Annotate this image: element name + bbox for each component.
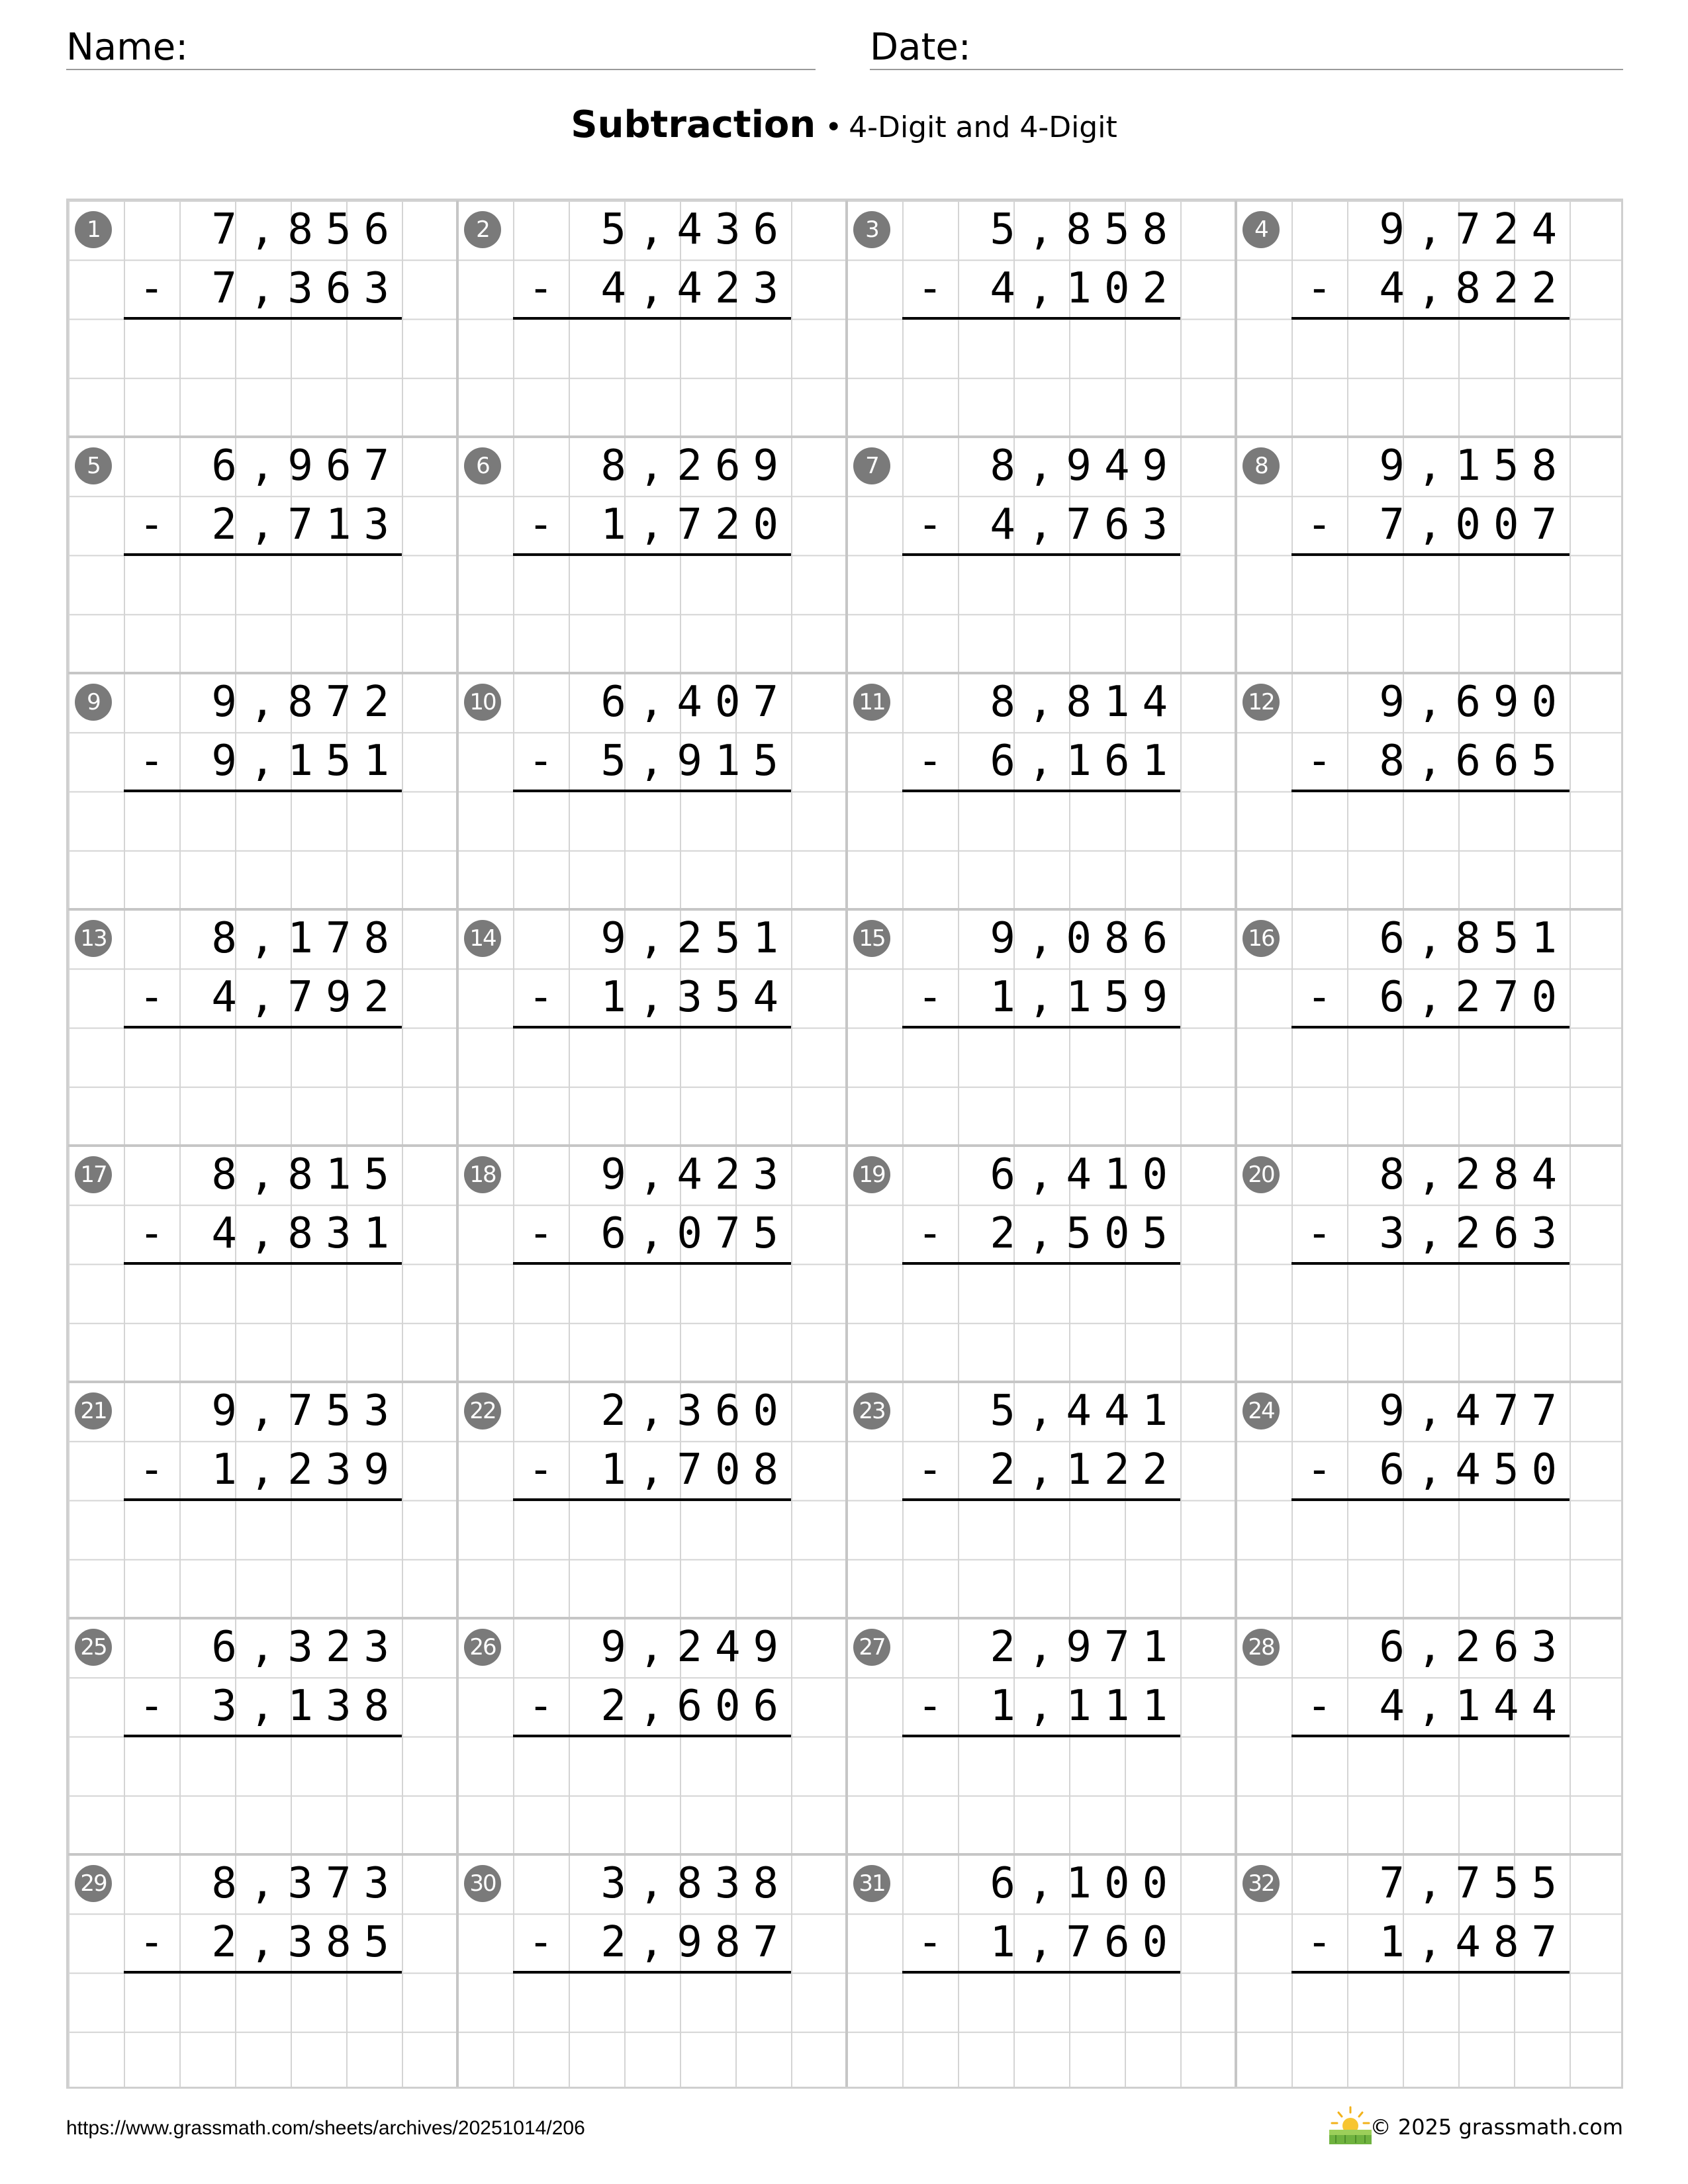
footer-copyright: © 2025 grassmath.com [1370, 2115, 1623, 2140]
problem-number-badge: 29 [75, 1865, 112, 1902]
minus-sign: - [1306, 500, 1333, 549]
problem-number-badge: 13 [75, 920, 112, 957]
answer-area[interactable] [902, 320, 1180, 432]
problem-number-badge: 18 [464, 1156, 501, 1193]
problem-7 [847, 437, 1236, 673]
subtrahend: 1,354 [600, 973, 791, 1022]
subtrahend: 4,102 [990, 264, 1180, 313]
subtrahend: 1,708 [600, 1445, 791, 1494]
problem-24 [1236, 1382, 1625, 1618]
answer-area[interactable] [1291, 556, 1570, 668]
problem-number-badge: 11 [853, 684, 890, 721]
problem-number-badge: 5 [75, 447, 112, 484]
subtrahend: 6,270 [1379, 973, 1570, 1022]
answer-area[interactable] [124, 320, 402, 432]
answer-area[interactable] [124, 1737, 402, 1850]
minuend: 5,858 [990, 205, 1180, 254]
problem-number-badge: 28 [1243, 1629, 1280, 1666]
subtrahend: 8,665 [1379, 737, 1570, 786]
subtrahend: 2,713 [211, 500, 402, 549]
minuend: 6,323 [211, 1623, 402, 1672]
answer-area[interactable] [513, 1501, 791, 1614]
problem-22 [457, 1382, 847, 1618]
problem-number-badge: 30 [464, 1865, 501, 1902]
minuend: 8,814 [990, 678, 1180, 727]
minuend: 9,086 [990, 914, 1180, 963]
problem-12 [1236, 673, 1625, 909]
minus-sign: - [1306, 264, 1333, 313]
minus-sign: - [917, 264, 943, 313]
subtrahend: 4,144 [1379, 1682, 1570, 1731]
minuend: 8,815 [211, 1150, 402, 1199]
answer-area[interactable] [1291, 1028, 1570, 1141]
minus-sign: - [528, 500, 554, 549]
minuend: 6,967 [211, 441, 402, 490]
minuend: 5,436 [600, 205, 791, 254]
name-label: Name: [66, 26, 189, 69]
minus-sign: - [528, 1445, 554, 1494]
answer-area[interactable] [124, 556, 402, 668]
problem-10 [457, 673, 847, 909]
answer-area[interactable] [902, 792, 1180, 905]
problem-13 [68, 909, 457, 1146]
minuend: 9,477 [1379, 1387, 1570, 1435]
minus-sign: - [138, 1682, 165, 1731]
minus-sign: - [528, 737, 554, 786]
minus-sign: - [917, 1918, 943, 1967]
answer-area[interactable] [1291, 1737, 1570, 1850]
answer-area[interactable] [513, 1028, 791, 1141]
answer-area[interactable] [124, 792, 402, 905]
minuend: 6,263 [1379, 1623, 1570, 1672]
problem-11 [847, 673, 1236, 909]
problem-grid [66, 199, 1623, 2089]
problem-number-badge: 20 [1243, 1156, 1280, 1193]
minus-sign: - [1306, 1445, 1333, 1494]
subtrahend: 9,151 [211, 737, 402, 786]
answer-area[interactable] [1291, 792, 1570, 905]
problem-3 [847, 201, 1236, 437]
problem-21 [68, 1382, 457, 1618]
subtrahend: 2,606 [600, 1682, 791, 1731]
problem-number-badge: 21 [75, 1392, 112, 1430]
answer-area[interactable] [124, 1265, 402, 1377]
minuend: 8,949 [990, 441, 1180, 490]
problem-number-badge: 17 [75, 1156, 112, 1193]
minus-sign: - [528, 973, 554, 1022]
worksheet-title [0, 103, 1688, 146]
answer-area[interactable] [124, 1974, 402, 2086]
problem-32 [1236, 1854, 1625, 2091]
subtrahend: 7,363 [211, 264, 402, 313]
subtrahend: 6,161 [990, 737, 1180, 786]
problem-20 [1236, 1146, 1625, 1382]
subtrahend: 2,122 [990, 1445, 1180, 1494]
minus-sign: - [917, 1209, 943, 1258]
subtrahend: 1,111 [990, 1682, 1180, 1731]
minus-sign: - [528, 264, 554, 313]
minus-sign: - [528, 1918, 554, 1967]
minus-sign: - [138, 737, 165, 786]
problem-8 [1236, 437, 1625, 673]
problem-18 [457, 1146, 847, 1382]
problem-14 [457, 909, 847, 1146]
minus-sign: - [138, 1918, 165, 1967]
minuend: 2,971 [990, 1623, 1180, 1672]
minuend: 6,407 [600, 678, 791, 727]
minus-sign: - [917, 1682, 943, 1731]
problem-27 [847, 1618, 1236, 1854]
answer-area[interactable] [513, 792, 791, 905]
problem-number-badge: 24 [1243, 1392, 1280, 1430]
subtrahend: 6,075 [600, 1209, 791, 1258]
minus-sign: - [138, 264, 165, 313]
problem-number-badge: 2 [464, 211, 501, 248]
minuend: 9,872 [211, 678, 402, 727]
problem-number-badge: 4 [1243, 211, 1280, 248]
footer-url: https://www.grassmath.com/sheets/archives/20251014/206 [66, 2117, 585, 2139]
problem-17 [68, 1146, 457, 1382]
grass-sun-logo-icon [1327, 2105, 1374, 2147]
minuend: 2,360 [600, 1387, 791, 1435]
minus-sign: - [528, 1209, 554, 1258]
subtrahend: 4,423 [600, 264, 791, 313]
subtrahend: 6,450 [1379, 1445, 1570, 1494]
problem-number-badge: 31 [853, 1865, 890, 1902]
minuend: 8,284 [1379, 1150, 1570, 1199]
minuend: 7,755 [1379, 1859, 1570, 1908]
problem-2 [457, 201, 847, 437]
subtrahend: 1,720 [600, 500, 791, 549]
problem-5 [68, 437, 457, 673]
answer-area[interactable] [513, 556, 791, 668]
minuend: 9,423 [600, 1150, 791, 1199]
answer-area[interactable] [902, 1974, 1180, 2086]
problem-number-badge: 22 [464, 1392, 501, 1430]
problem-number-badge: 16 [1243, 920, 1280, 957]
minuend: 9,753 [211, 1387, 402, 1435]
subtrahend: 4,822 [1379, 264, 1570, 313]
name-line[interactable] [66, 69, 816, 70]
minuend: 7,856 [211, 205, 402, 254]
minuend: 8,178 [211, 914, 402, 963]
answer-area[interactable] [513, 320, 791, 432]
problem-number-badge: 6 [464, 447, 501, 484]
subtrahend: 4,792 [211, 973, 402, 1022]
problem-number-badge: 32 [1243, 1865, 1280, 1902]
minus-sign: - [1306, 973, 1333, 1022]
subtrahend: 3,263 [1379, 1209, 1570, 1258]
minuend: 9,158 [1379, 441, 1570, 490]
subtrahend: 7,007 [1379, 500, 1570, 549]
minus-sign: - [528, 1682, 554, 1731]
problem-29 [68, 1854, 457, 2091]
answer-area[interactable] [513, 1737, 791, 1850]
minuend: 3,838 [600, 1859, 791, 1908]
date-line[interactable] [870, 69, 1623, 70]
problem-number-badge: 8 [1243, 447, 1280, 484]
problem-30 [457, 1854, 847, 2091]
answer-area[interactable] [1291, 1501, 1570, 1614]
answer-area[interactable] [902, 1737, 1180, 1850]
answer-area[interactable] [1291, 1974, 1570, 2086]
problem-16 [1236, 909, 1625, 1146]
minus-sign: - [1306, 737, 1333, 786]
problem-26 [457, 1618, 847, 1854]
answer-area[interactable] [513, 1265, 791, 1377]
minuend: 9,690 [1379, 678, 1570, 727]
problem-9 [68, 673, 457, 909]
problem-number-badge: 1 [75, 211, 112, 248]
problem-number-badge: 3 [853, 211, 890, 248]
subtrahend: 5,915 [600, 737, 791, 786]
problem-number-badge: 9 [75, 684, 112, 721]
minuend: 6,100 [990, 1859, 1180, 1908]
minus-sign: - [138, 1209, 165, 1258]
subtrahend: 4,763 [990, 500, 1180, 549]
minuend: 5,441 [990, 1387, 1180, 1435]
problem-number-badge: 19 [853, 1156, 890, 1193]
problem-1 [68, 201, 457, 437]
subtrahend: 1,487 [1379, 1918, 1570, 1967]
minus-sign: - [917, 500, 943, 549]
problem-number-badge: 12 [1243, 684, 1280, 721]
answer-area[interactable] [902, 556, 1180, 668]
subtrahend: 4,831 [211, 1209, 402, 1258]
problem-number-badge: 23 [853, 1392, 890, 1430]
minus-sign: - [1306, 1682, 1333, 1731]
subtrahend: 2,987 [600, 1918, 791, 1967]
problem-4 [1236, 201, 1625, 437]
problem-15 [847, 909, 1236, 1146]
title-main: Subtraction [571, 103, 816, 146]
subtrahend: 2,385 [211, 1918, 402, 1967]
minus-sign: - [917, 737, 943, 786]
problem-number-badge: 10 [464, 684, 501, 721]
minus-sign: - [917, 1445, 943, 1494]
minuend: 9,724 [1379, 205, 1570, 254]
minuend: 6,851 [1379, 914, 1570, 963]
answer-area[interactable] [902, 1265, 1180, 1377]
minuend: 8,269 [600, 441, 791, 490]
subtrahend: 2,505 [990, 1209, 1180, 1258]
date-label: Date: [870, 26, 971, 69]
minus-sign: - [138, 500, 165, 549]
answer-area[interactable] [902, 1501, 1180, 1614]
problem-number-badge: 25 [75, 1629, 112, 1666]
minus-sign: - [138, 973, 165, 1022]
problem-25 [68, 1618, 457, 1854]
problem-31 [847, 1854, 1236, 2091]
answer-area[interactable] [124, 1028, 402, 1141]
problem-28 [1236, 1618, 1625, 1854]
answer-area[interactable] [1291, 320, 1570, 432]
subtrahend: 1,159 [990, 973, 1180, 1022]
minuend: 9,251 [600, 914, 791, 963]
title-subtitle: 4-Digit and 4-Digit [849, 111, 1117, 144]
answer-area[interactable] [513, 1974, 791, 2086]
problem-number-badge: 27 [853, 1629, 890, 1666]
answer-area[interactable] [124, 1501, 402, 1614]
subtrahend: 1,239 [211, 1445, 402, 1494]
minuend: 9,249 [600, 1623, 791, 1672]
problem-number-badge: 15 [853, 920, 890, 957]
problem-number-badge: 7 [853, 447, 890, 484]
minuend: 8,373 [211, 1859, 402, 1908]
problem-number-badge: 26 [464, 1629, 501, 1666]
minus-sign: - [1306, 1918, 1333, 1967]
minus-sign: - [917, 973, 943, 1022]
problem-6 [457, 437, 847, 673]
minus-sign: - [138, 1445, 165, 1494]
minus-sign: - [1306, 1209, 1333, 1258]
problem-19 [847, 1146, 1236, 1382]
problem-number-badge: 14 [464, 920, 501, 957]
subtrahend: 1,760 [990, 1918, 1180, 1967]
title-separator: • [825, 111, 843, 144]
answer-area[interactable] [902, 1028, 1180, 1141]
problem-23 [847, 1382, 1236, 1618]
minuend: 6,410 [990, 1150, 1180, 1199]
subtrahend: 3,138 [211, 1682, 402, 1731]
answer-area[interactable] [1291, 1265, 1570, 1377]
